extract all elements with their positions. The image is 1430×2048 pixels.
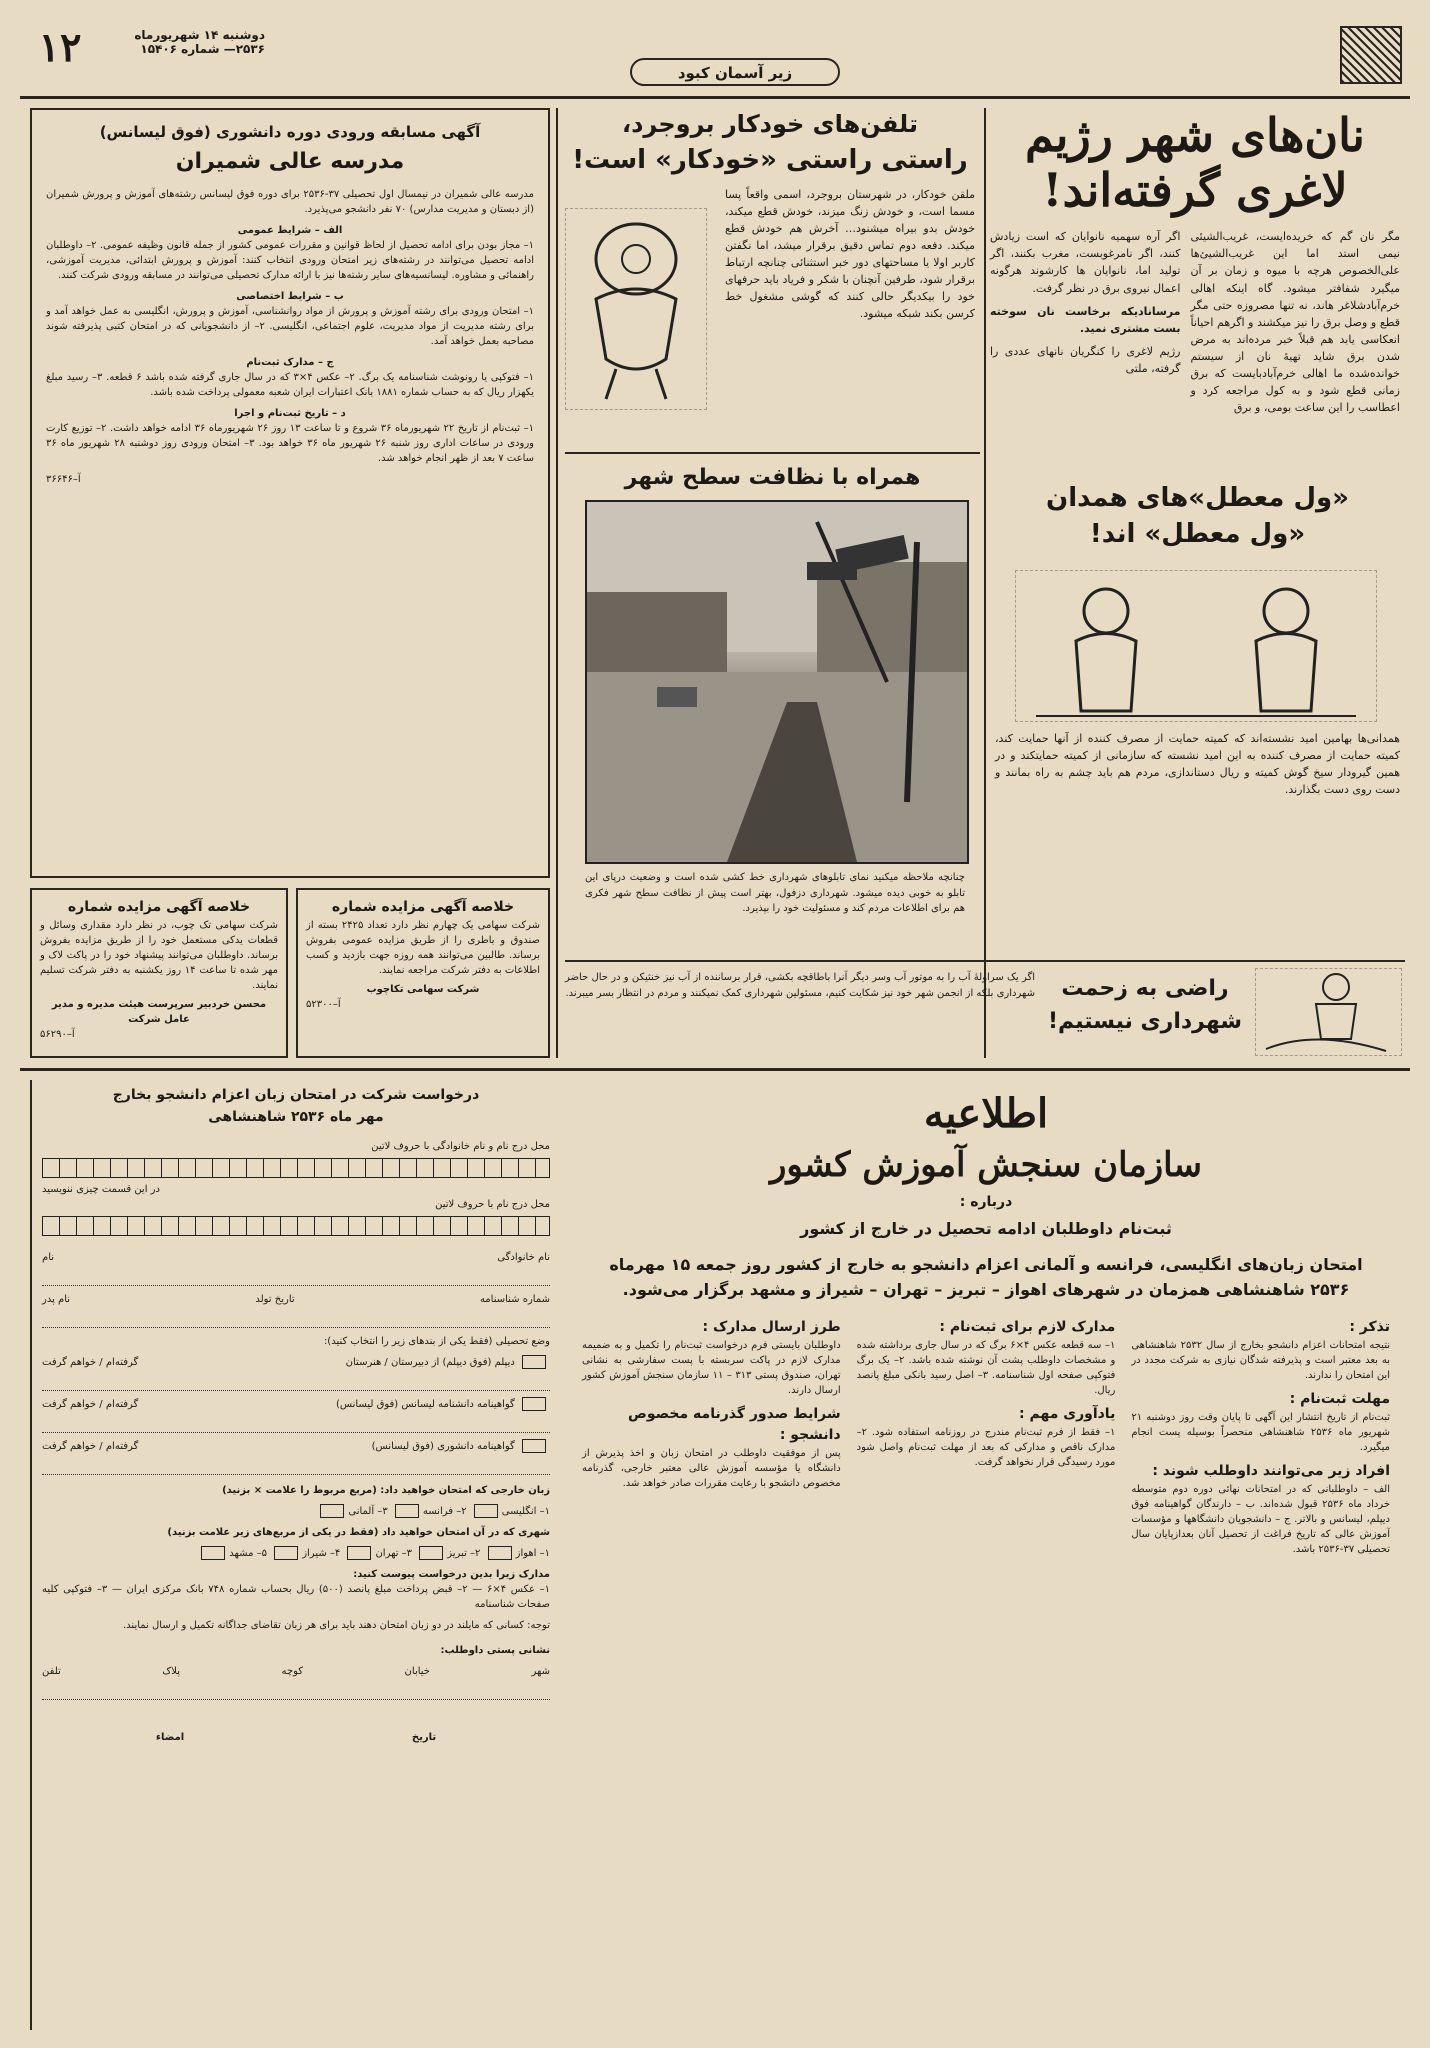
divider-vertical-main <box>556 108 558 1058</box>
lang-english-label: ۱– انگلیسی <box>501 1505 550 1517</box>
notice-sec3-title: افراد زیر می‌توانند داوطلب شوند : <box>1152 1462 1390 1479</box>
city-option-mashhad[interactable] <box>197 1548 267 1559</box>
photo-story <box>565 460 980 960</box>
masthead-logo-icon <box>1340 26 1402 84</box>
form-edu-label: وضع تحصیلی (فقط یکی از بندهای زیر را انتخاب کنید): <box>323 1335 550 1347</box>
city-ahvaz-label: ۱– اهواز <box>515 1547 550 1559</box>
bread-headline-line2: لاغری گرفته‌اند! <box>1042 163 1348 218</box>
auction1-body: شرکت سهامی یک چهارم نظر دارد تعداد ۲۴۲۵ بسته از صندوق و باطری را از طریق مزایده عمومی بفروش برساند. طالبین می‌توانند همه روزه جهت بازدید و کسب اطلاعات به دفتر شرکت مراجعه نمایند. <box>306 920 540 977</box>
form-option-1-got: گرفته‌ام <box>105 1356 139 1368</box>
bread-bullets <box>990 228 1180 416</box>
municipality-body: اگر یک سراولهٔ آب را به موتور آب وسر دیگر آنرا باطاقچه بکشی، قرار برساننده از آب نیز خنثیکن و در حال حاضر شهرداری بلکه از انجمن شهر خود نیز شکایت کنیم، مسئولین شهرداری کمک نمیکنند و مردم در انتظار بسر میبرند. <box>565 972 1035 999</box>
address-street: خیابان <box>404 1665 430 1677</box>
form-option-1: دیپلم (فوق دیپلم) از دبیرستان / هنرستان گرفته‌ام / خواهم گرفت <box>42 1355 550 1370</box>
masthead <box>20 20 1410 90</box>
form-latin-label: محل درج نام با حروف لاتین <box>435 1198 550 1210</box>
form-option-2-checkbox[interactable] <box>522 1397 546 1411</box>
notice-sec6-body: پس از موفقیت داوطلب در امتحان زبان و اخذ پذیرش از دانشگاه یا مؤسسه آموزش عالی معتبر خارجی، گذرنامه مخصوص دانشجو با رعایت مقررات صادر خواهد شد. <box>581 1447 841 1489</box>
notice-col-middle <box>857 1317 1116 1563</box>
divider-horizontal-main <box>20 1068 1410 1071</box>
auction2-code: آ–۵۶۲۹۰ <box>40 1029 75 1041</box>
form-city-title: شهری که در آن امتحان خواهید داد (فقط در یکی از مربع‌های زیر علامت بزنید) <box>167 1526 550 1538</box>
water-cartoon-icon <box>1255 968 1402 1056</box>
form-sign-label: امضاء <box>155 1731 185 1743</box>
city-option-ahvaz[interactable] <box>484 1548 550 1559</box>
city-tehran-checkbox[interactable] <box>347 1546 371 1560</box>
photo-headline: همراه با نظافت سطح شهر <box>624 465 921 490</box>
form-option-3-line[interactable] <box>42 1460 550 1475</box>
telephone-cartoon-icon <box>565 208 707 410</box>
school-code: آ–۳۶۶۴۶ <box>46 474 81 486</box>
form-id-label: شماره شناسنامه <box>479 1293 550 1305</box>
phone-headline-line2: راستی راستی «خودکار» است! <box>572 144 968 175</box>
auction2-signature: محسن خردبیر سرپرست هیئت مدیره و مدیر عامل شرکت <box>51 999 267 1026</box>
section-title-box <box>630 58 840 86</box>
form-option-1-checkbox[interactable] <box>522 1355 546 1369</box>
form-title-line1: درخواست شرکت در امتحان زبان اعزام دانشجو بخارج <box>112 1087 480 1103</box>
ad-school <box>30 108 550 878</box>
notice-about: درباره : <box>959 1193 1013 1210</box>
form-city-options <box>42 1546 550 1561</box>
form-option-1-will: خواهم گرفت <box>42 1356 97 1368</box>
city-option-tabriz[interactable] <box>415 1548 480 1559</box>
divider-bread <box>984 108 986 1058</box>
form-office-note: در این قسمت چیزی ننویسید <box>42 1183 160 1195</box>
form-option-3: گواهینامه دانشوری (فوق لیسانس) گرفته‌ام / خواهم گرفت <box>42 1439 550 1454</box>
city-tabriz-label: ۲– تبریز <box>447 1547 481 1559</box>
water-drawing <box>1256 969 1401 1055</box>
lang-option-english[interactable] <box>470 1506 550 1517</box>
lang-german-label: ۳– آلمانی <box>348 1505 388 1517</box>
municipality-headline-line2: شهرداری نیستیم! <box>1047 1009 1243 1034</box>
issue-date-line1: دوشنبه ۱۴ شهریورماه <box>134 28 265 42</box>
form-address-label: نشانی پستی داوطلب: <box>440 1644 550 1656</box>
form-option-2-will: خواهم گرفت <box>42 1398 97 1410</box>
form-row-names <box>42 1250 550 1265</box>
bread-bullet-1: اگر آره سهمیه نانوایان که است زیادش کنند، اگر نامرغوبست، مغرب بکنند، اگر تولید اما، نانوایان ها کارشوند هرگونه اعمال نیروی برق در نظر گرفت. <box>990 230 1181 295</box>
divider-phone-bottom <box>565 452 980 454</box>
school-title-line2: مدرسه عالی شمیران <box>175 149 405 174</box>
form-ids-input[interactable] <box>42 1313 550 1328</box>
notice-sec1-title: تذکر : <box>1349 1318 1390 1335</box>
city-ahvaz-checkbox[interactable] <box>488 1546 512 1560</box>
notice-sec2-title: مهلت ثبت‌نام : <box>1289 1390 1390 1407</box>
issue-date-line2: ۲۵۳۶— شماره ۱۵۴۰۶ <box>140 42 265 56</box>
auction1-code: آ–۵۲۳۰۰ <box>306 999 341 1011</box>
page-number: ۱۲ <box>38 24 82 71</box>
lang-option-german[interactable] <box>316 1506 387 1517</box>
school-section-a: الف – شرایط عمومی <box>237 225 343 237</box>
notice-subject: ثبت‌نام داوطلبان ادامه تحصیل در خارج از کشور <box>800 1218 1172 1238</box>
hamedan-drawing <box>1016 571 1376 721</box>
notice-col-right <box>1131 1317 1390 1563</box>
ad-auction-2 <box>30 888 288 1058</box>
form-note: توجه: کسانی که مایلند در دو زبان امتحان دهند باید برای هر زبان تقاضای جداگانه تکمیل و ارسال نمایند. <box>123 1619 550 1631</box>
phone-body: ملقن خودکار، در شهرستان بروجرد، اسمی واقعاً پسا مسما است، و خودش زنگ میزند، خودش قطع میکند، خودش بدو بیراه میشنود… آخرش هم خودش قطع میکند. دفعه دوم تماس دقیق برقرار میشد، اما نگفتن کاربر اولا یا مساحتهای دور خبر استثنائی چنانچه ارتباط برقرار شود، طرفین آنچنان با شکر و فریاد باید حرفهای خود را بیکدیگر حالی کنند که گوشی مشغول خط کرسن بکند شبکه میشود. <box>725 187 975 321</box>
divider-photo-bottom <box>565 960 1405 962</box>
form-option-3-label: گواهینامه دانشوری (فوق لیسانس) <box>371 1440 515 1452</box>
hamedan-headline-line1: «ول معطل»‌های همدان <box>1046 483 1349 513</box>
notice-columns <box>582 1317 1390 1563</box>
hamedan-cartoon-icon <box>1015 570 1377 722</box>
form-docs-list: ۱– عکس ۴×۶ — ۲– قبض پرداخت مبلغ پانصد (۵۰۰) ریال بحساب شماره ۷۴۸ بانک مرکزی ایران — ۳– فتوکپی کلیه صفحات شناسنامه <box>42 1583 551 1610</box>
article-hamedan <box>995 480 1400 960</box>
notice-sec5-body: داوطلبان بایستی فرم درخواست ثبت‌نام را تکمیل و به ضمیمه مدارک لازم در پاکت سربسته با پست سفارشی به نشانی تهران، صندوق پستی ۳۱۳ – ۱۱ سازمان سنجش آموزش کشور ارسال دارند. <box>581 1339 841 1396</box>
auction1-signature: شرکت سهامی تکاچوب <box>366 984 480 996</box>
form-signature-row <box>42 1730 550 1745</box>
form-name-label: محل درج نام و نام خانوادگی با حروف لاتین <box>371 1140 550 1152</box>
notice-sec5-title: طرز ارسال مدارک : <box>702 1318 841 1335</box>
form-option-3-will: خواهم گرفت <box>42 1440 97 1452</box>
form-option-1-label: دیپلم (فوق دیپلم) از دبیرستان / هنرستان <box>345 1356 515 1368</box>
form-option-2: گواهینامه دانشنامه لیسانس (فوق لیسانس) گرفته‌ام / خواهم گرفت <box>42 1397 550 1412</box>
form-surname-label: نام خانوادگی <box>497 1251 550 1263</box>
auction2-body: شرکت سهامی تک چوب، در نظر دارد مقداری وسائل و قطعات یدکی مستعمل خود را از طریق مزایده بفروش برساند. داوطلبان می‌توانند پیشنهاد خود را در پاکت لاک و مهر شده تا ساعت ۱۴ روز یکشنبه به دفتر شرکت تسلیم نمایند. <box>40 920 279 992</box>
photo-caption: چنانچه ملاحظه میکنید نمای تابلوهای شهرداری خط کشی شده است و وضعیت درپای این تابلو به خوبی دیده میشود. شهرداری دزفول، بهتر است پیش از نظافت سطح شهر فکری هم برای اطلاعات مردم کند و مسئولیت خود را بپذیرد. <box>585 872 965 914</box>
street-photo-drawing <box>587 502 967 862</box>
notice-col-left <box>582 1317 841 1563</box>
city-tabriz-checkbox[interactable] <box>419 1546 443 1560</box>
notice-sec4-body: ۱– سه قطعه عکس ۴×۶ برگ که در سال جاری برداشته شده و مشخصات داوطلب پشت آن نوشته شده باشد. ۲– یک برگ فتوکپی صفحه اول شناسنامه. ۳– اصل رسید بانکی مبلغ پانصد ریال. <box>856 1339 1116 1396</box>
address-phone: تلفن <box>42 1665 61 1677</box>
notice-sec3-body: الف – داوطلبانی که در امتحانات نهائی دوره دوم متوسطه خرداد ماه ۲۵۳۶ قبول شده‌اند. ب – دارندگان گواهینامه فوق دیپلم، لیسانس و بالاتر. ج – دانشجویان دانشگاهها و مؤسسات آموزش عالی که تاریخ فراغت از تحصیل آنان بعدازپایان سال تحصیلی ۳۷-۲۵۳۶ باشد. <box>1131 1483 1390 1555</box>
bread-body: مگر نان گم که خریده‌ایست، غریب‌الشیئی نیمی استد اما این غریب‌الشیئ‌ها علی‌الخصوص هرچه با میوه و زمان بر آن میگیرد شفافتر میشود. گاه اینکه اهالی خرم‌آبادشلاغر هاند، نه تنها مصروزه حتی مگر قطع و وصل برق را نیز میکشند و اگرهم احیاناً انعکاسی یابد هم قبلاً خبر مرده‌اند به مرض شدن برق شاید تهیهٔ نان از سیستم خوانده‌شده ما اهالی خرم‌آبادبایست که برق زمانی قطع شود و به کول مراجعه کرد و اعطاسب را این ساعت بومی، و برق <box>1190 230 1400 414</box>
lang-french-label: ۲– فرانسه <box>422 1505 467 1517</box>
article-municipality <box>565 968 1405 1058</box>
lang-french-checkbox[interactable] <box>395 1504 419 1518</box>
notice-org: سازمان سنجش آموزش کشور <box>769 1145 1202 1185</box>
school-section-b: ب – شرایط اختصاصی <box>236 291 344 303</box>
address-number: پلاک <box>162 1665 181 1677</box>
form-option-2-label: گواهینامه دانشنامه لیسانس (فوق لیسانس) <box>335 1398 515 1410</box>
telephone-drawing <box>566 209 706 409</box>
bread-bullet-2: مرسانادیکه برخاست نان سوخته بست مشتری نمید. <box>990 304 1181 335</box>
auction2-title: خلاصه آگهی مزایده شماره <box>67 899 251 915</box>
bread-headline-line1: نان‌های شهر رژیم <box>1025 108 1365 162</box>
form-lang-title: زبان خارجی که امتحان خواهید داد: (مربع مربوط را علامت × بزنید) <box>222 1484 550 1496</box>
notice-sec4-title: مدارک لازم برای ثبت‌نام : <box>939 1318 1116 1335</box>
form-option-3-got: گرفته‌ام <box>105 1440 139 1452</box>
city-mashhad-label: ۵– مشهد <box>229 1547 267 1559</box>
notice-sec1-body: نتیجه امتحانات اعزام دانشجو بخارج از سال ۲۵۳۲ شاهنشاهی به بعد معتبر است و پذیرفته شدگان نیازی به شرکت مجدد در این امتحان را ندارند. <box>1131 1339 1390 1381</box>
form-row-ids <box>42 1292 550 1307</box>
address-city: شهر <box>531 1665 550 1677</box>
form-father-label: نام پدر <box>42 1293 71 1305</box>
form-date-label: تاریخ <box>411 1731 437 1743</box>
school-title-line1: آگهی مسابقه ورودی دوره دانشوری (فوق لیسانس) <box>99 123 481 141</box>
school-section-c: ج – مدارک ثبت‌نام <box>246 357 334 369</box>
masthead-rule <box>20 96 1410 99</box>
municipality-headline <box>1045 972 1245 1038</box>
city-tehran-label: ۳– تهران <box>375 1547 413 1559</box>
hamedan-headline-line2: «ول معطل» اند! <box>1089 519 1306 550</box>
form-option-1-line[interactable] <box>42 1376 550 1391</box>
notice-sec7-title: یادآوری مهم : <box>1019 1405 1116 1422</box>
school-section-b-body: ۱– امتحان ورودی برای رشته آموزش و پرورش از مواد روانشناسی، آموزش و پرورش، انگلیسی به عمل خواهد آمد و برای رشته مدیریت از مواد مدیریت، علوم اجتماعی، انگلیسی. ۲– از دانشجویانی که در امتحان کتبی پذیرفته شوند مصاحبه بعمل خواهد آمد. <box>46 306 534 348</box>
form-name-boxes[interactable] <box>42 1158 550 1178</box>
form-title-line2: مهر ماه ۲۵۳۶ شاهنشاهی <box>208 1109 384 1126</box>
school-section-a-body: ۱– مجاز بودن برای ادامه تحصیل از لحاظ قوانین و مقررات عمومی کشور از جمله قانون وظیفه عمومی. ۲– داوطلبان ادامه تحصیل می‌توانند در رشته‌های زیر امتحان ورودی انتخاب کنند: آموزش و پرورش ابتدائی، مدیریت آموزشی، راهنمائی و مشاوره. لیسانسیه‌های سایر رشته‌ها نیز با ارائه مدارک تحصیلی می‌توانند در مسابقه ورودی شرکت کنند. <box>46 240 534 282</box>
form-address-fields <box>42 1664 550 1679</box>
lang-option-french[interactable] <box>391 1506 467 1517</box>
city-shiraz-checkbox[interactable] <box>274 1546 298 1560</box>
lang-german-checkbox[interactable] <box>320 1504 344 1518</box>
notice-sanjesh <box>572 1080 1400 2030</box>
bread-columns <box>990 228 1400 416</box>
article-phone <box>565 108 975 448</box>
ad-auction-1 <box>296 888 550 1058</box>
street-photo <box>585 500 969 864</box>
form-docs-title: مدارک زیرا بدین درخواست پیوست کنید: <box>353 1568 550 1580</box>
notice-title: اطلاعیه <box>923 1090 1049 1137</box>
bread-bullet-3: رژیم لاغری را کنگریان نانهای عددی را گرفته، ملتی <box>990 344 1181 375</box>
city-mashhad-checkbox[interactable] <box>201 1546 225 1560</box>
form-option-2-line[interactable] <box>42 1418 550 1433</box>
notice-sec6-title: شرایط صدور گذرنامه مخصوص دانشجو : <box>628 1405 841 1443</box>
auction1-title: خلاصه آگهی مزایده شماره <box>331 899 515 915</box>
form-names-input[interactable] <box>42 1271 550 1286</box>
notice-sec2-body: ثبت‌نام از تاریخ انتشار این آگهی تا پایان وقت روز دوشنبه ۲۱ شهریور ماه ۲۵۳۶ شاهنشاهی منحصراً بوسیله پست انجام میگیرد. <box>1131 1411 1390 1453</box>
form-option-2-got: گرفته‌ام <box>105 1398 139 1410</box>
form-first-label: نام <box>42 1251 55 1263</box>
school-intro: مدرسه عالی شمیران در نیمسال اول تحصیلی ۳۷-۲۵۳۶ برای دوره فوق لیسانس رشته‌های آموزش و پرورش شمیران (از دبستان و مدیریت مدارس) ۷۰ نفر دانشجو می‌پذیرد. <box>46 189 534 216</box>
form-option-3-checkbox[interactable] <box>522 1439 546 1453</box>
lang-english-checkbox[interactable] <box>474 1504 498 1518</box>
notice-lead: امتحان زبان‌های انگلیسی، فرانسه و آلمانی اعزام دانشجو به خارج از کشور روز جمعه ۱۵ مهرماه ۲۵۳۶ شاهنشاهی همزمان در شهرهای اهواز – تبریز – تهران – شیراز و مشهد برگزار می‌شود. <box>609 1254 1363 1300</box>
form-latin-boxes[interactable] <box>42 1216 550 1236</box>
address-alley: کوچه <box>281 1665 304 1677</box>
school-section-c-body: ۱– فتوکپی یا رونوشت شناسنامه یک برگ. ۲– عکس ۴×۳ که در سال جاری گرفته شده باشد ۶ قطعه. ۳– رسید مبلغ یکهزار ریال که به حساب شماره ۱۸۸۱ بانک اعتبارات ایران شعبه معمولی پرداخت شده باشد. <box>46 372 534 399</box>
form-birth-label: تاریخ تولد <box>255 1293 295 1305</box>
city-shiraz-label: ۴– شیراز <box>302 1547 341 1559</box>
form-address-input[interactable] <box>42 1685 550 1700</box>
school-section-d: د – تاریخ ثبت‌نام و اجرا <box>234 408 346 420</box>
application-form <box>30 1080 560 2030</box>
municipality-headline-line1: راضی به زحمت <box>1061 976 1229 1001</box>
section-title: زیر آسمان کبود <box>677 64 793 82</box>
city-option-shiraz[interactable] <box>270 1548 340 1559</box>
hamedan-body: همدانی‌ها بهامین امید نشسته‌اند که کمیته حمایت از مصرف کننده از آنها حمایت کند، کمیته حمایت از مصرف کننده به این امید نشسته که سازمانی از کمیته حمایتکند و در همین گیرودار سیخ گوش کمیته و ریال دستاندازی، مردم هم باید چشم به راه بمانند و دست روی دست بگذارند. <box>995 732 1400 797</box>
phone-headline-line1: تلفن‌های خودکار بروجرد، <box>621 110 918 138</box>
city-option-tehran[interactable] <box>343 1548 412 1559</box>
form-lang-options <box>42 1504 550 1519</box>
notice-sec7-body: ۱– فقط از فرم ثبت‌نام مندرج در روزنامه استفاده شود. ۲– مدارک ناقص و مدارکی که بعد از مهلت ثبت‌نام واصل شود مورد رسیدگی قرار نخواهد گرفت. <box>856 1426 1116 1468</box>
school-section-d-body: ۱– ثبت‌نام از تاریخ ۲۲ شهریورماه ۳۶ شروع و تا ساعت ۱۳ روز ۲۶ شهریورماه ۳۶ ادامه خواهد داشت. ۲– توزیع کارت ورودی در ساعات اداری روز شنبه ۲۶ شهریور ماه ۳۶ خواهد بود. ۳– امتحان ورودی روز دوشنبه ۲۸ شهریور ماه ۳۶ ساعت ۷ بعد از ظهر انجام خواهد شد. <box>46 423 534 465</box>
issue-date <box>95 28 265 56</box>
